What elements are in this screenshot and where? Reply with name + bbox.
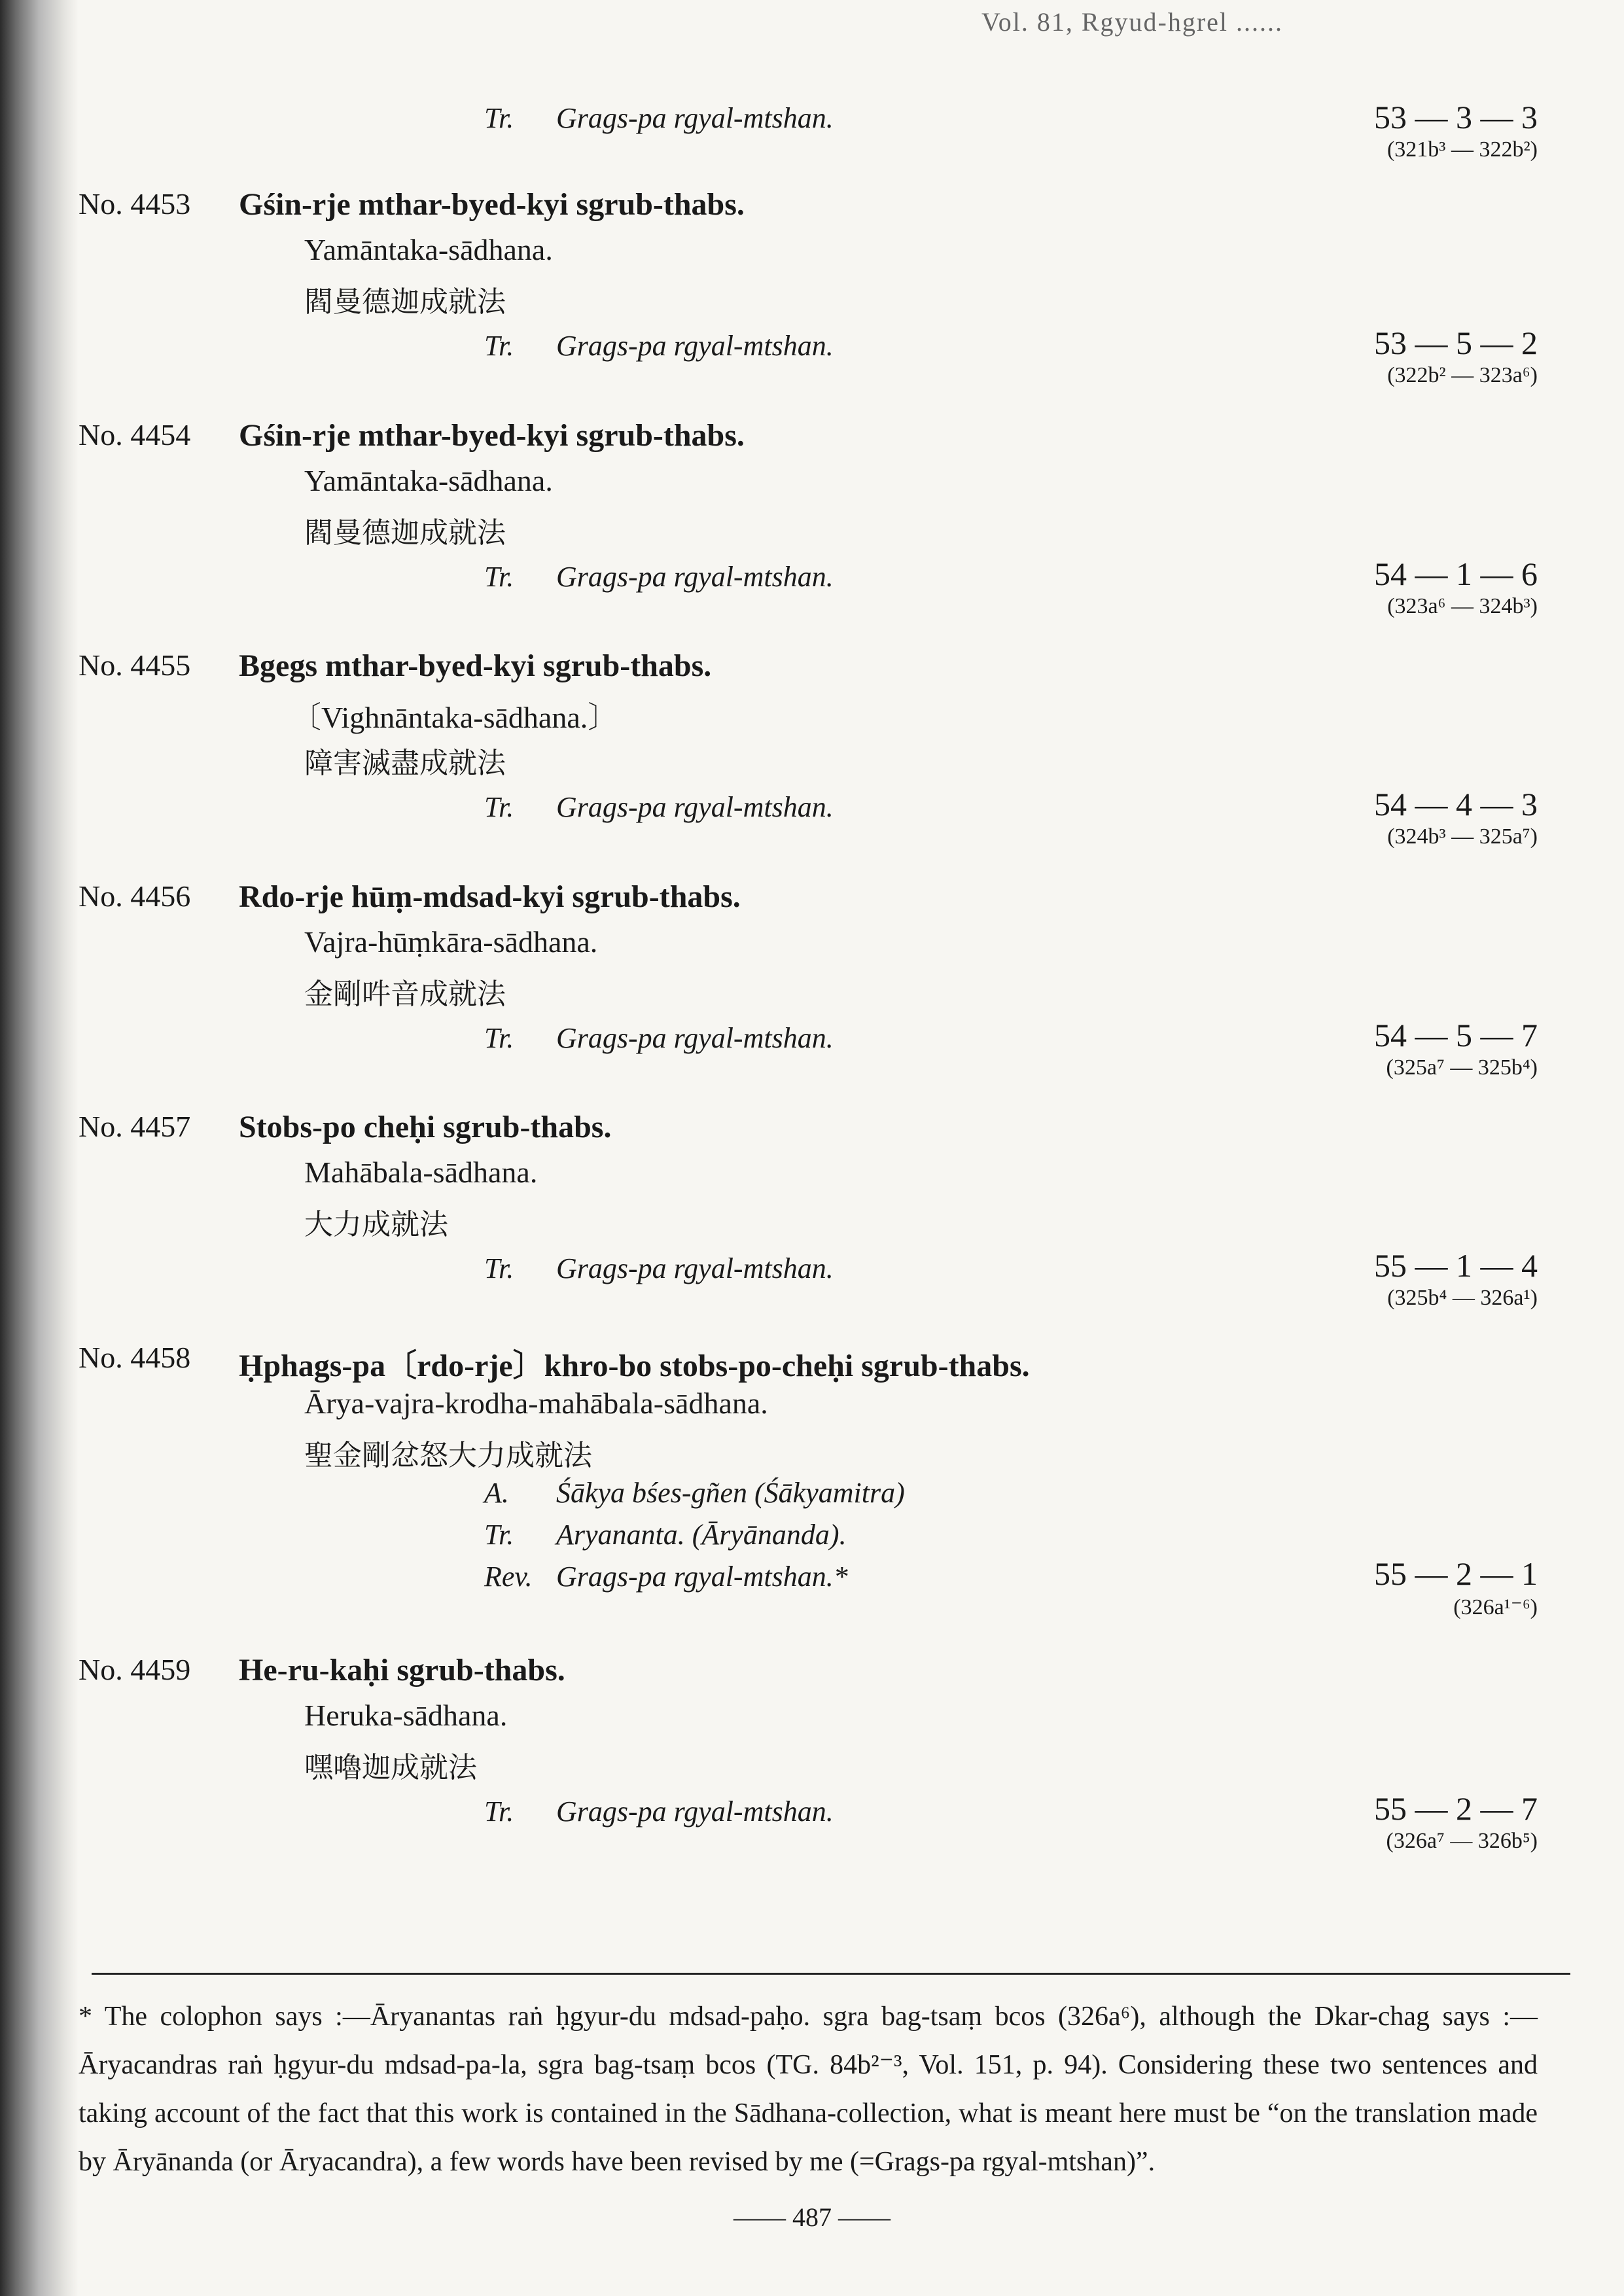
- entry-number: No. 4454: [79, 418, 191, 451]
- catalog-entry: [79, 417, 1538, 633]
- tibetan-title: Rdo-rje hūṃ-mdsad-kyi sgrub-thabs.: [239, 879, 741, 914]
- translator-line: [484, 101, 834, 135]
- meta-value: Grags-pa rgyal-mtshan.: [556, 1022, 834, 1054]
- entry-number: No. 4455: [79, 648, 191, 682]
- sanskrit-title: Heruka-sādhana.: [304, 1699, 508, 1732]
- translator-line: [484, 1795, 834, 1828]
- sanskrit-title: Mahābala-sādhana.: [304, 1156, 538, 1189]
- volume-reference: [1263, 555, 1538, 619]
- meta-label: Tr.: [484, 561, 514, 593]
- chinese-title: 閻曼德迦成就法: [304, 516, 506, 550]
- chinese-title: 聖金剛忿怒大力成就法: [304, 1439, 592, 1472]
- volume-reference: [1263, 1790, 1538, 1854]
- entry-number: No. 4458: [79, 1341, 191, 1374]
- ref-folio: (326a⁷ — 326b⁵): [1386, 1829, 1538, 1853]
- meta-label: Tr.: [484, 1252, 514, 1284]
- ref-main: 55 — 2 — 1: [1374, 1555, 1538, 1592]
- entry-number: No. 4459: [79, 1653, 191, 1686]
- sanskrit-title: Vajra-hūṃkāra-sādhana.: [304, 925, 598, 959]
- translator-line: [484, 560, 834, 593]
- ref-main: 55 — 2 — 7: [1374, 1790, 1538, 1827]
- ref-folio: (321b³ — 322b²): [1386, 137, 1538, 162]
- running-header-fragment: Vol. 81, Rgyud-hgrel ......: [981, 7, 1284, 37]
- meta-value: Grags-pa rgyal-mtshan.*: [556, 1561, 848, 1593]
- volume-reference: [1263, 1246, 1538, 1311]
- ref-main: 54 — 1 — 6: [1374, 556, 1538, 592]
- ref-folio: (323a⁶ — 324b³): [1387, 594, 1538, 618]
- ref-folio: (325b⁴ — 326a¹): [1387, 1286, 1538, 1310]
- translator-line: [484, 329, 834, 362]
- ref-main: 53 — 3 — 3: [1374, 99, 1538, 135]
- meta-value: Grags-pa rgyal-mtshan.: [556, 1252, 834, 1284]
- meta-value: Grags-pa rgyal-mtshan.: [556, 330, 834, 362]
- meta-label: Tr.: [484, 102, 514, 134]
- chinese-title: 障害滅盡成就法: [304, 747, 506, 780]
- meta-value: Grags-pa rgyal-mtshan.: [556, 561, 834, 593]
- meta-value: Śākya bśes-gñen (Śākyamitra): [556, 1477, 905, 1509]
- chinese-title: 嘿嚕迦成就法: [304, 1751, 477, 1784]
- meta-label: Tr.: [484, 1022, 514, 1054]
- footnote-divider: [92, 1973, 1570, 1975]
- sanskrit-title: Yamāntaka-sādhana.: [304, 464, 553, 497]
- entry-number: No. 4456: [79, 879, 191, 913]
- tibetan-title: He-ru-kaḥi sgrub-thabs.: [239, 1653, 565, 1687]
- meta-label: Tr.: [484, 1519, 514, 1551]
- reviser-line: [484, 1560, 848, 1593]
- catalog-entry: [79, 186, 1538, 402]
- entry-number: No. 4453: [79, 187, 191, 221]
- meta-value: Aryananta. (Āryānanda).: [556, 1519, 847, 1551]
- meta-label: Tr.: [484, 791, 514, 823]
- ref-folio: (325a⁷ — 325b⁴): [1386, 1055, 1538, 1080]
- page-binding-shadow: [0, 0, 79, 2296]
- ref-main: 55 — 1 — 4: [1374, 1247, 1538, 1284]
- volume-reference: [1263, 785, 1538, 849]
- footnote: * The colophon says :—Āryanantas raṅ ḥgyur-du mdsad-paḥo. sgra bag-tsaṃ bcos (326a⁶), although the Dkar-chag says :—Āryacandras raṅ ḥgyur-du mdsad-pa-la, sgra bag-tsaṃ bcos (TG. 84b²⁻³, Vol. 151, p. 94). Considering these two sentences and taking account of the fact that this work is contained in the Sādhana-collection, what is meant here must be “on the translation made by Āryānanda (or Āryacandra), a few words have been revised by me (=Grags-pa rgyal-mtshan)”.: [79, 2002, 1538, 2177]
- tibetan-title: Gśin-rje mthar-byed-kyi sgrub-thabs.: [239, 187, 745, 222]
- ref-main: 53 — 5 — 2: [1374, 325, 1538, 361]
- meta-label: A.: [484, 1477, 509, 1509]
- translator-line: [484, 790, 834, 824]
- ref-main: 54 — 4 — 3: [1374, 786, 1538, 822]
- catalog-entry: [79, 648, 1538, 864]
- meta-label: Rev.: [484, 1561, 533, 1593]
- ref-folio: (324b³ — 325a⁷): [1387, 824, 1538, 849]
- translator-line: [484, 1021, 834, 1055]
- translator-line: [484, 1252, 834, 1285]
- sanskrit-title: Yamāntaka-sādhana.: [304, 233, 553, 266]
- tibetan-title: Stobs-po cheḥi sgrub-thabs.: [239, 1110, 612, 1144]
- sanskrit-title: 〔Vighnāntaka-sādhana.〕: [291, 701, 618, 734]
- chinese-title: 金剛吽音成就法: [304, 978, 506, 1011]
- tibetan-title: Gśin-rje mthar-byed-kyi sgrub-thabs.: [239, 418, 745, 453]
- meta-label: Tr.: [484, 1795, 514, 1828]
- catalog-entry: [79, 1652, 1538, 1868]
- page-number: —— 487 ——: [733, 2202, 891, 2232]
- meta-label: Tr.: [484, 330, 514, 362]
- chinese-title: 大力成就法: [304, 1208, 448, 1241]
- meta-value: Grags-pa rgyal-mtshan.: [556, 1795, 834, 1828]
- ref-main: 54 — 5 — 7: [1374, 1017, 1538, 1053]
- volume-reference: [1263, 1555, 1538, 1620]
- translator-line: [484, 1518, 847, 1551]
- ref-folio: (326a¹⁻⁶): [1453, 1595, 1538, 1619]
- sanskrit-title: Ārya-vajra-krodha-mahābala-sādhana.: [304, 1386, 768, 1420]
- meta-value: Grags-pa rgyal-mtshan.: [556, 791, 834, 823]
- volume-reference: [1263, 324, 1538, 388]
- volume-reference: [1263, 1016, 1538, 1080]
- author-line: [484, 1476, 905, 1510]
- catalog-entry: [79, 879, 1538, 1095]
- entry-number: No. 4457: [79, 1110, 191, 1143]
- volume-reference: [1263, 98, 1538, 162]
- meta-value: Grags-pa rgyal-mtshan.: [556, 102, 834, 134]
- tibetan-title: Bgegs mthar-byed-kyi sgrub-thabs.: [239, 648, 712, 683]
- catalog-entry: [79, 98, 1538, 170]
- catalog-entry: [79, 1109, 1538, 1325]
- catalog-entry: [79, 1340, 1538, 1634]
- ref-folio: (322b² — 323a⁶): [1387, 363, 1538, 387]
- tibetan-title: Ḥphags-pa〔rdo-rje〕khro-bo stobs-po-cheḥi sgrub-thabs.: [239, 1349, 1030, 1383]
- chinese-title: 閻曼德迦成就法: [304, 285, 506, 319]
